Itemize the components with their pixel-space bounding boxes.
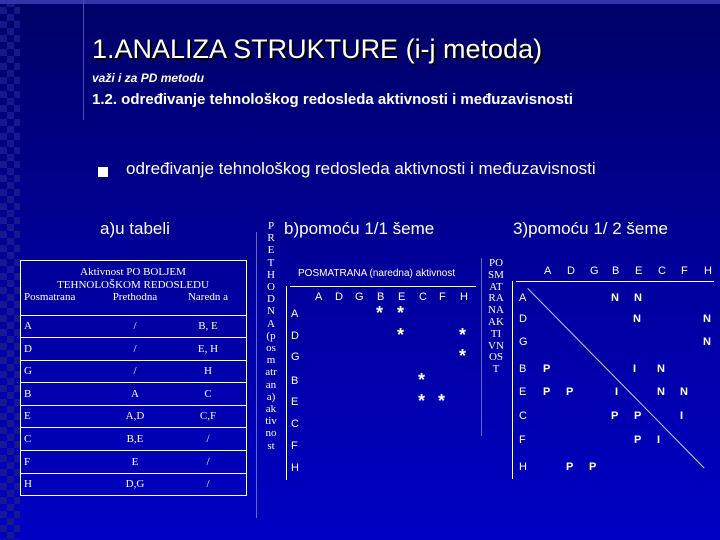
col-header-prethodna: Prethodna (112, 291, 158, 303)
table-cell-prethodna: / (133, 320, 137, 332)
matrix1-col-header: C (419, 291, 427, 303)
matrix1-col-header: B (377, 291, 385, 303)
vertical-char: P (267, 220, 275, 232)
vertical-char: os (266, 342, 276, 354)
matrix1-row-header: E (291, 396, 299, 408)
separator-2 (481, 258, 482, 436)
matrix2-col-header: B (612, 265, 620, 277)
matrix2-row-header: A (519, 292, 527, 304)
vertical-char: A (267, 317, 275, 330)
matrix2-mark: N (633, 313, 641, 325)
vertical-char: ak (265, 403, 277, 415)
matrix2-mark: P (566, 461, 574, 473)
vertical-char: st (267, 439, 275, 452)
table-cell-naredna: B, E (198, 320, 218, 332)
matrix2-mark: I (680, 410, 684, 422)
matrix2-row-header: H (519, 461, 527, 473)
matrix1-row-header: H (291, 462, 299, 474)
vertical-char: E (267, 244, 275, 257)
matrix2-mark: P (566, 386, 574, 398)
matrix2-left-line (512, 281, 513, 479)
table-cell-prethodna: B,E (126, 433, 144, 445)
vertical-char: H (267, 268, 275, 281)
table-cell-posmatrana: C (24, 433, 32, 445)
left-decoration (0, 0, 20, 540)
table-cell-posmatrana: E (24, 410, 31, 423)
matrix2-mark: P (589, 461, 597, 473)
vertical-char: AT (489, 280, 503, 293)
matrix1-col-header: A (315, 291, 323, 303)
table-caption-2: TEHNOLOŠKOM REDOSLEDU (57, 279, 209, 291)
table-cell-posmatrana: G (24, 365, 32, 378)
table-row-line (20, 427, 246, 428)
table-row-line (20, 337, 246, 338)
matrix1-star: * (418, 391, 426, 411)
matrix1-col-header: G (355, 291, 364, 303)
matrix1-left-line (286, 286, 287, 480)
table-cell-prethodna: / (133, 342, 137, 355)
table-cell-naredna: H (204, 365, 212, 378)
matrix2-top-line (516, 281, 714, 282)
col-header-posmatrana: Posmatrana (24, 291, 76, 303)
table-cell-prethodna: A,D (125, 410, 145, 423)
table-caption: Aktivnost PO BOLJEM (80, 266, 186, 278)
vertical-char: tiv (265, 415, 277, 428)
matrix1-star: * (459, 325, 467, 345)
matrix1-col-header: H (460, 291, 468, 303)
table-cell-naredna: / (206, 478, 210, 491)
matrix2-mark: I (657, 434, 661, 446)
section-a-heading: a)u tabeli (100, 219, 170, 238)
top-bar (0, 0, 720, 4)
matrix2-row-header: E (519, 386, 527, 398)
table-row-line (20, 473, 246, 474)
matrix1-caption: POSMATRANA (naredna) aktivnost (298, 268, 456, 279)
matrix2-mark: I (615, 386, 619, 398)
vertical-char: m (266, 354, 276, 367)
table-cell-naredna: C,F (199, 410, 217, 423)
matrix1-star: * (459, 346, 467, 366)
separator-1 (256, 232, 257, 518)
matrix1-top-line (290, 286, 476, 287)
square-bullet-icon (98, 167, 108, 177)
matrix1-star: * (418, 370, 426, 390)
matrix2-col-header: F (681, 265, 688, 277)
table-cell-naredna: C (204, 387, 212, 400)
matrix2-col-header: D (567, 265, 575, 277)
table-row-line (20, 450, 246, 451)
section-subtitle: 1.2. određivanje tehnološkog redosleda aktivnosti i međuzavisnosti (92, 91, 573, 108)
matrix2-mark: P (634, 410, 642, 422)
vertical-char: VN (488, 339, 504, 352)
matrix2-mark: P (543, 386, 551, 398)
matrix2-mark: P (543, 363, 551, 375)
matrix2-mark: N (703, 313, 711, 325)
matrix1-row-header: F (291, 440, 298, 452)
matrix1-row-header: B (291, 375, 299, 387)
matrix2-mark: N (634, 292, 642, 304)
table-cell-posmatrana: D (24, 342, 32, 355)
matrix1-row-header: G (291, 351, 300, 363)
title-divider (83, 0, 84, 120)
matrix2-mark: P (634, 434, 642, 446)
matrix2-mark: P (611, 410, 619, 422)
matrix2-mark: N (703, 336, 711, 348)
vertical-char: T (267, 256, 275, 269)
method-note: važi i za PD metodu (92, 71, 205, 85)
vertical-char: SM (488, 268, 504, 281)
table-cell-posmatrana: F (24, 455, 31, 468)
matrix1-row-header: C (291, 418, 299, 430)
vertical-char: O (267, 281, 275, 293)
matrix1-star: * (397, 303, 405, 323)
vertical-char: no (265, 427, 277, 440)
vertical-char: (p (266, 329, 276, 342)
table-cell-prethodna: A (131, 387, 139, 400)
table-cell-prethodna: / (133, 365, 137, 378)
matrix2-row-header: D (519, 313, 527, 325)
matrix2-mark: N (657, 363, 665, 375)
vertical-char: an (265, 378, 277, 391)
table-cell-posmatrana: H (24, 478, 32, 491)
table-row-line (20, 382, 246, 383)
section-c-heading: 3)pomoću 1/ 2 šeme (513, 219, 668, 238)
matrix2-row-header: F (519, 434, 526, 446)
matrix2-mark: I (633, 363, 637, 375)
table-cell-naredna: / (206, 433, 210, 445)
matrix2-mark: N (680, 386, 688, 398)
vertical-char: OS (488, 351, 504, 364)
vertical-char: PO (488, 257, 504, 269)
matrix2-row-header: G (519, 336, 528, 348)
matrix1-col-header: E (398, 291, 406, 303)
table-row-line (20, 495, 246, 496)
vertical-char: T (492, 363, 500, 376)
section-b-heading: b)pomoću 1/1 šeme (284, 219, 435, 238)
matrix1-star: * (376, 303, 384, 323)
vertical-char: R (267, 232, 275, 245)
matrix1-star: * (438, 391, 446, 411)
matrix2-mark: N (657, 386, 665, 398)
matrix2-col-header: E (635, 265, 643, 277)
col-header-naredna: Naredn a (187, 291, 228, 303)
matrix1-col-header: D (335, 291, 343, 303)
vertical-char: atr (265, 366, 277, 379)
table-cell-naredna: E, H (197, 342, 219, 355)
table-cell-naredna: / (206, 455, 210, 468)
matrix2-col-header: H (704, 265, 712, 277)
table-cell-posmatrana: A (24, 320, 32, 332)
vertical-char: a) (266, 390, 276, 403)
matrix2-col-header: A (544, 265, 552, 277)
vertical-char: RA (488, 292, 504, 305)
slide-title: 1.ANALIZA STRUKTURE (i-j metoda) (92, 34, 543, 64)
table-cell-prethodna: D,G (125, 478, 145, 491)
table-cell-prethodna: E (131, 455, 139, 468)
table-row-line (20, 360, 246, 361)
bullet-text: određivanje tehnološkog redosleda aktivnosti i međuzavisnosti (126, 159, 596, 178)
matrix1-star: * (397, 325, 405, 345)
vertical-char: NA (488, 304, 504, 317)
vertical-char: N (267, 305, 275, 318)
matrix1-row-header: D (291, 330, 299, 342)
matrix2-row-header: C (519, 410, 527, 422)
matrix2-col-header: C (658, 265, 666, 277)
vertical-char: TI (490, 327, 502, 340)
matrix2-row-header: B (519, 363, 527, 375)
matrix1-col-header: F (439, 291, 446, 303)
matrix2-col-header: G (590, 265, 599, 277)
table-row-line (20, 405, 246, 406)
vertical-char: AK (488, 316, 504, 328)
matrix1-row-header: A (291, 308, 299, 320)
matrix2-mark: N (611, 292, 619, 304)
vertical-char: D (267, 293, 275, 306)
table-cell-posmatrana: B (24, 387, 32, 400)
